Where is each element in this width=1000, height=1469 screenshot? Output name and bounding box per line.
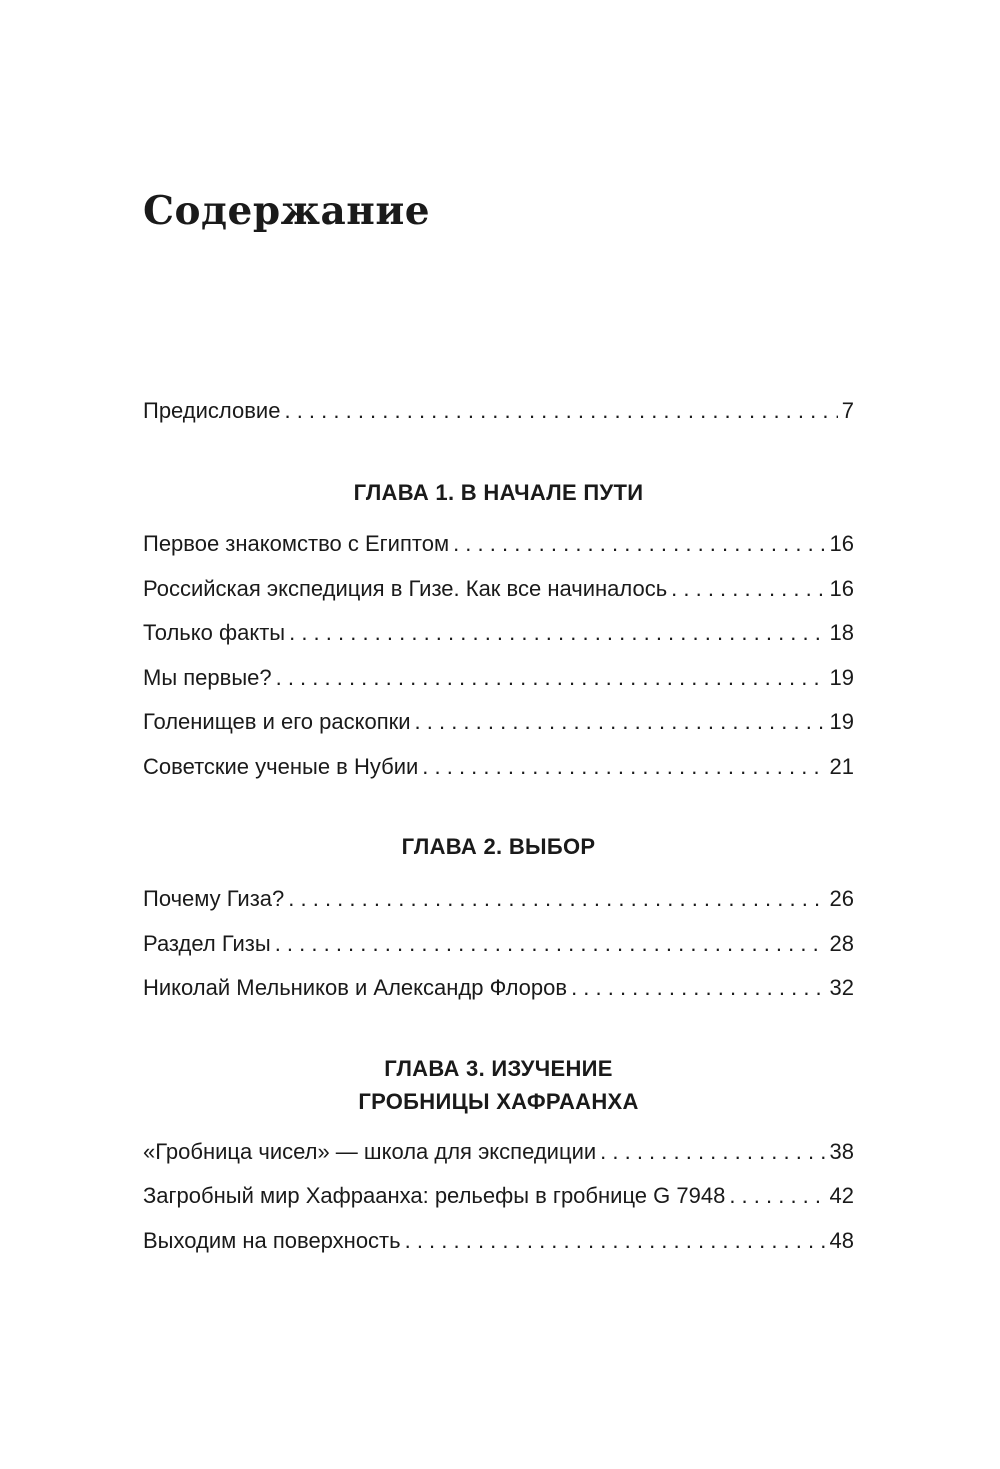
- toc-entry-text: Советские ученые в Нубии: [143, 754, 419, 779]
- toc-entry-page: 18: [829, 620, 854, 645]
- toc-entry[interactable]: [143, 884, 854, 914]
- toc-entry-page: 26: [829, 886, 854, 911]
- chapter-heading-line: ГЛАВА 2. ВЫБОР: [401, 834, 596, 859]
- dot-leader: [671, 574, 825, 604]
- toc-entry-page: 16: [829, 576, 854, 601]
- toc-entry-page: 16: [829, 531, 854, 556]
- toc-entry[interactable]: [143, 663, 854, 693]
- page-title: Содержание: [143, 188, 431, 234]
- chapter-heading-line: ГРОБНИЦЫ ХАФРААНХА: [358, 1089, 639, 1114]
- toc-entry-page: 28: [829, 931, 854, 956]
- toc-entry[interactable]: [143, 1181, 854, 1211]
- toc-entry-text: Выходим на поверхность: [143, 1228, 401, 1253]
- dot-leader: [422, 752, 825, 782]
- dot-leader: [415, 707, 826, 737]
- dot-leader: [276, 663, 826, 693]
- toc-entry-page: 19: [829, 709, 854, 734]
- chapter-heading-2: [143, 830, 854, 863]
- toc-entry-page: 32: [829, 975, 854, 1000]
- chapter-heading-line: ГЛАВА 3. ИЗУЧЕНИЕ: [384, 1056, 613, 1081]
- dot-leader: [453, 529, 825, 559]
- toc-entry[interactable]: [143, 574, 854, 604]
- toc-entry-page: 21: [829, 754, 854, 779]
- toc-entry[interactable]: [143, 1226, 854, 1256]
- toc-entry[interactable]: [143, 752, 854, 782]
- toc-entry-text: Первое знакомство с Египтом: [143, 531, 450, 556]
- dot-leader: [405, 1226, 826, 1256]
- toc-entry-preface[interactable]: [143, 396, 854, 426]
- toc-entry-page: 42: [829, 1183, 854, 1208]
- toc-entry-text: Мы первые?: [143, 665, 272, 690]
- toc-entry[interactable]: [143, 1137, 854, 1167]
- toc-entry[interactable]: [143, 618, 854, 648]
- dot-leader: [289, 618, 825, 648]
- toc-entry-text: Только факты: [143, 620, 286, 645]
- chapter-heading-line: ГЛАВА 1. В НАЧАЛЕ ПУТИ: [353, 480, 644, 505]
- toc-entry[interactable]: [143, 529, 854, 559]
- toc-entry-page: 48: [829, 1228, 854, 1253]
- dot-leader: [288, 884, 825, 914]
- dot-leader: [275, 929, 826, 959]
- dot-leader: [600, 1137, 825, 1167]
- toc-entry[interactable]: [143, 973, 854, 1003]
- dot-leader: [571, 973, 825, 1003]
- toc-entry-page: 7: [841, 398, 854, 423]
- toc-entry-text: Раздел Гизы: [143, 931, 271, 956]
- toc-entry-text: Загробный мир Хафраанха: рельефы в гробнице G 7948: [143, 1183, 726, 1208]
- toc-entry-text: «Гробница чисел» — школа для экспедиции: [143, 1139, 597, 1164]
- toc-entry[interactable]: [143, 929, 854, 959]
- toc-entry-page: 38: [829, 1139, 854, 1164]
- toc-entry-text: Голенищев и его раскопки: [143, 709, 411, 734]
- chapter-heading-1: [143, 476, 854, 509]
- toc-entry-text: Предисловие: [143, 398, 281, 423]
- toc-entry[interactable]: [143, 707, 854, 737]
- dot-leader: [284, 396, 837, 426]
- toc-entry-text: Николай Мельников и Александр Флоров: [143, 975, 568, 1000]
- chapter-heading-3: [143, 1052, 854, 1118]
- toc-entry-page: 19: [829, 665, 854, 690]
- toc-entry-text: Российская экспедиция в Гизе. Как все начиналось: [143, 576, 668, 601]
- toc-entry-text: Почему Гиза?: [143, 886, 285, 911]
- dot-leader: [729, 1181, 825, 1211]
